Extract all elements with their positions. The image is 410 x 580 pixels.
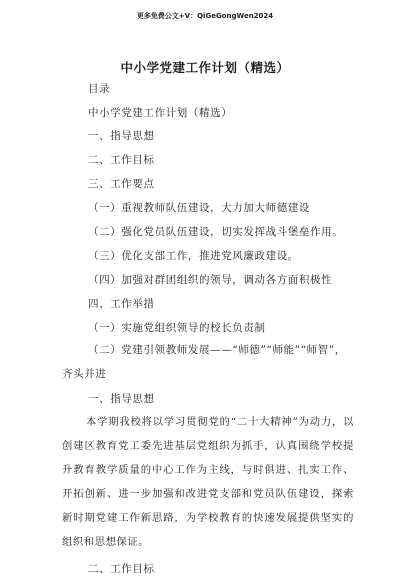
section-heading: 二、工作目标	[88, 563, 155, 575]
section-paragraph: 本学期我校将以学习贯彻党的“二十大精神”为动力，以创建区教育党工委先进基层党组织为抓手，认真围绕学校提升教育教学质量的中心工作为主线，与时俱进、扎实工作、开拓创新、进一步加强和改进党支部和党员队伍建设，探索新时期党建工作新思路，为学校教育的快速发展提供坚实的组织和思想保证。	[62, 416, 354, 548]
toc-item[interactable]	[62, 338, 354, 386]
header-note: 更多免费公文+V：QiGeGongWen2024	[136, 12, 274, 20]
toc-item-text: （二）党建引领教师发展——“师德”“师能”“师智”，齐头并进	[62, 344, 346, 380]
toc-item[interactable]: 四、工作举措	[88, 298, 155, 310]
document-title: 中小学党建工作计划（精选）	[120, 60, 290, 75]
toc-item[interactable]: 一、指导思想	[88, 130, 155, 142]
toc-item[interactable]: （一）实施党组织领导的校长负责制	[88, 322, 266, 334]
toc-heading: 目录	[88, 83, 111, 95]
toc-item[interactable]: 二、工作目标	[88, 154, 155, 166]
section-heading: 一、指导思想	[88, 393, 155, 405]
toc-item[interactable]: （二）强化党员队伍建设，切实发挥战斗堡垒作用。	[88, 226, 344, 238]
toc-item[interactable]: （一）重视教师队伍建设，大力加大师德建设	[88, 202, 310, 214]
toc-item[interactable]: 中小学党建工作计划（精选）	[88, 107, 233, 119]
toc-item[interactable]: 三、工作要点	[88, 178, 155, 190]
toc-item[interactable]: （三）优化支部工作，推进党风廉政建设。	[88, 250, 299, 262]
toc-item[interactable]: （四）加强对群团组织的领导，调动各方面积极性	[88, 274, 333, 286]
